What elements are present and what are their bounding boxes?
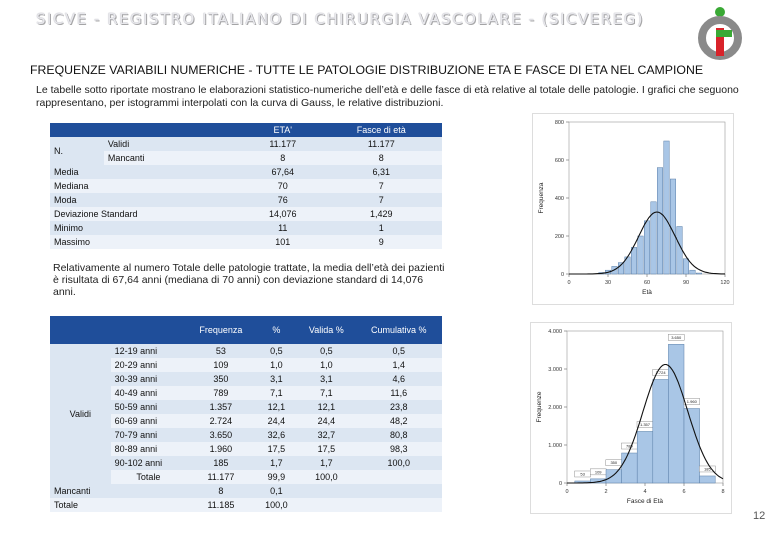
- freq-c: 98,3: [356, 442, 443, 456]
- bar-label: 185: [704, 466, 711, 472]
- x-axis-label: Fasce di Età: [626, 498, 664, 505]
- freq-label: 60-69 anni: [111, 414, 187, 428]
- stat-eta: 67,64: [245, 165, 321, 179]
- stat-fasce: 7: [321, 193, 442, 207]
- x-tick-label: 4: [643, 489, 647, 495]
- freq-f: 109: [186, 358, 255, 372]
- totale-f: 11.185: [186, 498, 255, 512]
- freq-blank: [297, 498, 355, 512]
- freq-v: 24,4: [297, 414, 355, 428]
- stat-eta: 76: [245, 193, 321, 207]
- bar-label: 1.960: [686, 399, 697, 405]
- histogram-bar: [690, 270, 695, 274]
- histogram-bar: [683, 259, 688, 274]
- histogram-bar: [638, 236, 643, 274]
- y-tick-label: 0: [558, 481, 562, 487]
- freq-row-totale: [50, 498, 442, 512]
- freq-blank: [356, 498, 443, 512]
- validi-label: Validi: [104, 137, 245, 151]
- freq-f: 53: [186, 344, 255, 358]
- stat-fasce: 7: [321, 179, 442, 193]
- freq-f: 3.650: [186, 428, 255, 442]
- bar-label: 789: [626, 443, 633, 449]
- freq-label: 70-79 anni: [111, 428, 187, 442]
- y-tick-label: 200: [554, 234, 564, 240]
- freq-v: 7,1: [297, 386, 355, 400]
- col-eta-header: ETA': [245, 123, 321, 137]
- freq-v: 17,5: [297, 442, 355, 456]
- validi-fasce: 11.177: [321, 137, 442, 151]
- freq-blank: [356, 470, 443, 484]
- bar-label: 2.724: [655, 369, 666, 375]
- freq-c: 100,0: [356, 456, 443, 470]
- page-header: SICVE - REGISTRO ITALIANO DI CHIRURGIA VASCOLARE - (SICVEREG): [36, 10, 645, 28]
- x-tick-label: 60: [643, 280, 651, 286]
- pct-header: %: [256, 316, 298, 344]
- stats-table: [50, 123, 442, 249]
- age-band-histogram-chart: [530, 322, 732, 514]
- freq-c: 48,2: [356, 414, 443, 428]
- histogram-bar: [644, 221, 649, 274]
- freq-v: 3,1: [297, 372, 355, 386]
- x-tick-label: 8: [721, 489, 725, 495]
- histogram-bar: [696, 273, 701, 274]
- stats-row: [50, 221, 442, 235]
- stat-label: Deviazione Standard: [50, 207, 245, 221]
- histogram-bar: [653, 379, 669, 483]
- stats-row: [50, 179, 442, 193]
- freq-p: 7,1: [256, 386, 298, 400]
- mancanti-fasce: 8: [321, 151, 442, 165]
- x-tick-label: 90: [682, 280, 690, 286]
- stat-eta: 70: [245, 179, 321, 193]
- page-subtitle: FREQUENZE VARIABILI NUMERICHE - TUTTE LE PATOLOGIE DISTRIBUZIONE ETA E FASCE DI ETA NEL CAMPIONE: [30, 63, 704, 77]
- mancanti-row-label: Mancanti: [50, 484, 111, 498]
- mancanti-eta: 8: [245, 151, 321, 165]
- mancanti-f: 8: [186, 484, 255, 498]
- y-tick-label: 1.000: [548, 443, 562, 449]
- mancanti-label: Mancanti: [104, 151, 245, 165]
- validi-eta: 11.177: [245, 137, 321, 151]
- frequency-table: [50, 316, 442, 512]
- stat-label: Mediana: [50, 179, 245, 193]
- validi-pct-header: Valida %: [297, 316, 355, 344]
- freq-p: 1,7: [256, 456, 298, 470]
- totale-p: 100,0: [256, 498, 298, 512]
- freq-p: 24,4: [256, 414, 298, 428]
- freq-blank: [111, 484, 187, 498]
- histogram-bar: [657, 168, 662, 274]
- freq-f: 1.357: [186, 400, 255, 414]
- stat-label: Moda: [50, 193, 245, 207]
- stats-row-validi: [50, 137, 442, 151]
- freq-label: 40-49 anni: [111, 386, 187, 400]
- freq-c: 11,6: [356, 386, 443, 400]
- x-tick-label: 2: [604, 489, 608, 495]
- freq-label: 50-59 anni: [111, 400, 187, 414]
- histogram-bar: [670, 179, 675, 274]
- frequenza-header: Frequenza: [186, 316, 255, 344]
- cumulativa-header: Cumulativa %: [356, 316, 443, 344]
- freq-f: 789: [186, 386, 255, 400]
- histogram-bar: [677, 227, 682, 275]
- freq-label: 30-39 anni: [111, 372, 187, 386]
- freq-v: 1,7: [297, 456, 355, 470]
- x-tick-label: 120: [720, 280, 730, 286]
- freq-header-blank: [50, 316, 111, 344]
- logo-dot: [715, 7, 725, 17]
- x-tick-label: 0: [565, 489, 569, 495]
- stat-label: Massimo: [50, 235, 245, 249]
- freq-f: 185: [186, 456, 255, 470]
- stat-eta: 101: [245, 235, 321, 249]
- freq-p: 17,5: [256, 442, 298, 456]
- histogram-bar: [606, 470, 622, 483]
- bar-label: 3.650: [671, 334, 682, 340]
- stat-fasce: 6,31: [321, 165, 442, 179]
- stats-row: [50, 207, 442, 221]
- freq-v: 32,7: [297, 428, 355, 442]
- x-tick-label: 0: [567, 280, 571, 286]
- sicve-logo: [692, 6, 748, 60]
- freq-c: 80,8: [356, 428, 443, 442]
- freq-p: 0,5: [256, 344, 298, 358]
- page-number: 12: [753, 510, 766, 522]
- freq-label: 90-102 anni: [111, 456, 187, 470]
- freq-c: 4,6: [356, 372, 443, 386]
- freq-v: 1,0: [297, 358, 355, 372]
- y-tick-label: 3.000: [548, 367, 562, 373]
- freq-f: 2.724: [186, 414, 255, 428]
- mancanti-p: 0,1: [256, 484, 298, 498]
- freq-row: [50, 344, 442, 358]
- summary-paragraph: Relativamente al numero Totale delle patologie trattate, la media dell’età dei pazienti è risultata di 67,64 anni (mediana di 70 anni) con deviazione standard di 14,076 anni.: [53, 262, 445, 298]
- freq-p: 1,0: [256, 358, 298, 372]
- freq-blank: [356, 484, 443, 498]
- y-tick-label: 600: [554, 158, 564, 164]
- freq-f: 350: [186, 372, 255, 386]
- freq-label: 20-29 anni: [111, 358, 187, 372]
- freq-label: 80-89 anni: [111, 442, 187, 456]
- freq-p: 3,1: [256, 372, 298, 386]
- freq-c: 1,4: [356, 358, 443, 372]
- histogram-bar: [637, 431, 653, 483]
- totale-validi-f: 11.177: [186, 470, 255, 484]
- freq-header-blank: [111, 316, 187, 344]
- col-fasce-header: Fasce di età: [321, 123, 442, 137]
- validi-group-label: Validi: [50, 344, 111, 484]
- freq-blank: [297, 484, 355, 498]
- stat-label: Media: [50, 165, 245, 179]
- bar-label: 350: [610, 460, 618, 466]
- totale-validi-v: 100,0: [297, 470, 355, 484]
- stat-label: Minimo: [50, 221, 245, 235]
- age-histogram-chart: [532, 113, 734, 305]
- x-axis-label: Età: [642, 289, 652, 296]
- stat-fasce: 1,429: [321, 207, 442, 221]
- stats-row: [50, 165, 442, 179]
- freq-v: 0,5: [297, 344, 355, 358]
- y-axis-label: Frequenza: [538, 182, 545, 214]
- freq-row-mancanti: [50, 484, 442, 498]
- stats-header-blank: [50, 123, 104, 137]
- totale-validi-p: 99,9: [256, 470, 298, 484]
- n-label: N.: [50, 137, 104, 165]
- y-tick-label: 4.000: [548, 329, 562, 335]
- y-axis-label: Frequenze: [536, 391, 543, 423]
- stats-row: [50, 193, 442, 207]
- stats-header-row: [50, 123, 442, 137]
- y-tick-label: 800: [554, 120, 564, 126]
- x-tick-label: 30: [604, 280, 612, 286]
- bar-label: 109: [594, 469, 602, 475]
- totale-validi-label: Totale: [111, 470, 187, 484]
- freq-blank: [111, 498, 187, 512]
- stats-row-mancanti: [50, 151, 442, 165]
- totale-row-label: Totale: [50, 498, 111, 512]
- stat-eta: 14,076: [245, 207, 321, 221]
- histogram-bar: [622, 453, 638, 483]
- histogram-bar: [664, 141, 669, 274]
- y-tick-label: 0: [560, 272, 564, 278]
- freq-c: 23,8: [356, 400, 443, 414]
- histogram-bar: [684, 409, 700, 483]
- y-tick-label: 400: [554, 196, 564, 202]
- freq-header-row: [50, 316, 442, 344]
- stat-fasce: 9: [321, 235, 442, 249]
- histogram-bar: [668, 344, 684, 483]
- bar-label: 53: [580, 471, 585, 477]
- histogram-bar: [700, 476, 716, 483]
- freq-p: 32,6: [256, 428, 298, 442]
- x-tick-label: 6: [682, 489, 686, 495]
- stats-header-blank: [104, 123, 245, 137]
- stat-eta: 11: [245, 221, 321, 235]
- freq-v: 12,1: [297, 400, 355, 414]
- freq-c: 0,5: [356, 344, 443, 358]
- histogram-bar: [631, 247, 636, 274]
- intro-text: Le tabelle sotto riportate mostrano le elaborazioni statistico-numeriche dell’età e delle fasce di età relative al totale delle patologie. I grafici che seguono rappresentano, per istogrammi interpolati con la curva di Gauss, le relative distribuzioni.: [36, 84, 739, 109]
- logo-arm: [716, 30, 732, 37]
- freq-f: 1.960: [186, 442, 255, 456]
- y-tick-label: 2.000: [548, 405, 562, 411]
- stats-row: [50, 235, 442, 249]
- freq-p: 12,1: [256, 400, 298, 414]
- stat-fasce: 1: [321, 221, 442, 235]
- bar-label: 1.357: [639, 421, 651, 427]
- freq-label: 12-19 anni: [111, 344, 187, 358]
